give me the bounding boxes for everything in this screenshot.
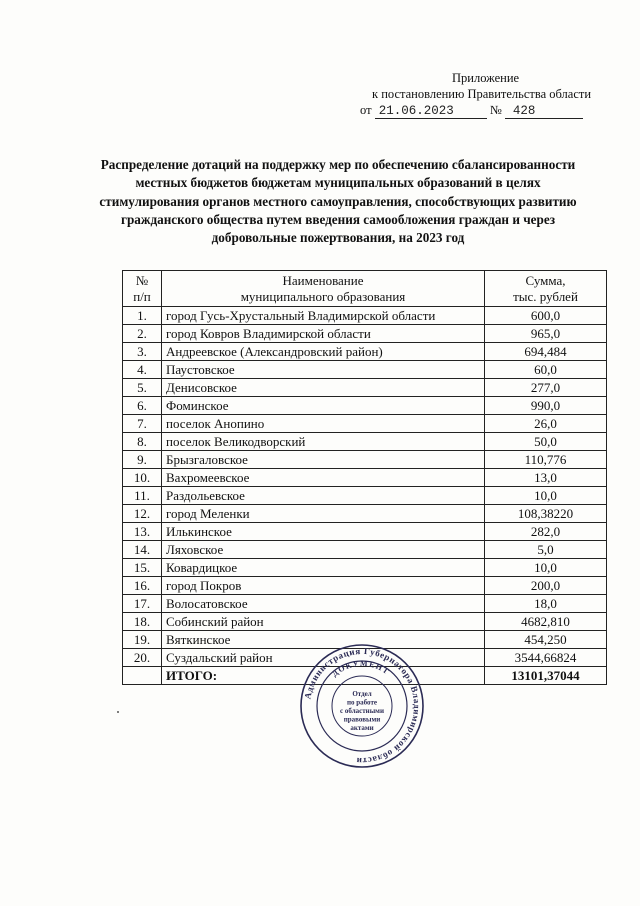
table-row	[123, 541, 607, 559]
row-name: Илькинское	[162, 523, 485, 541]
row-num: 4.	[123, 361, 162, 379]
table-row	[123, 307, 607, 325]
annex-block	[360, 70, 600, 119]
row-num: 10.	[123, 469, 162, 487]
row-name: поселок Анопино	[162, 415, 485, 433]
table-row	[123, 433, 607, 451]
row-sum: 50,0	[485, 433, 607, 451]
header-sum	[485, 271, 607, 307]
row-name: поселок Великодворский	[162, 433, 485, 451]
header-name-line2: муниципального образования	[240, 288, 406, 304]
official-stamp	[298, 642, 426, 770]
row-num: 12.	[123, 505, 162, 523]
header-name	[162, 271, 485, 307]
row-name: город Меленки	[162, 505, 485, 523]
stamp-center	[340, 690, 384, 732]
row-name: Вяткинское	[162, 631, 485, 649]
row-sum: 200,0	[485, 577, 607, 595]
row-name: Ковардицкое	[162, 559, 485, 577]
row-num: 17.	[123, 595, 162, 613]
row-num: 2.	[123, 325, 162, 343]
row-sum: 965,0	[485, 325, 607, 343]
annex-date: 21.06.2023	[375, 104, 487, 119]
table-row	[123, 613, 607, 631]
stamp-center-line: Отдел	[352, 690, 372, 698]
row-sum: 282,0	[485, 523, 607, 541]
stray-mark	[117, 711, 119, 713]
row-num: 6.	[123, 397, 162, 415]
header-num-line2: п/п	[133, 288, 151, 304]
row-num: 9.	[123, 451, 162, 469]
row-num: 13.	[123, 523, 162, 541]
row-name: Денисовское	[162, 379, 485, 397]
row-name: Ляховское	[162, 541, 485, 559]
row-name: город Покров	[162, 577, 485, 595]
row-sum: 600,0	[485, 307, 607, 325]
table-row	[123, 415, 607, 433]
row-num: 8.	[123, 433, 162, 451]
row-num: 5.	[123, 379, 162, 397]
annex-date-number	[360, 102, 600, 119]
row-name: Раздольевское	[162, 487, 485, 505]
header-num-line1: №	[135, 272, 149, 288]
row-num: 18.	[123, 613, 162, 631]
row-sum: 18,0	[485, 595, 607, 613]
total-num-cell	[123, 667, 162, 685]
table-row	[123, 523, 607, 541]
row-name: Фоминское	[162, 397, 485, 415]
document-title: Распределение дотаций на поддержку мер по обеспечению сбалансированности местных бюджетов бюджетам муниципальных образований в целях стимулирования органов местного самоуправления, способствующих развитию гражданского общества путем введения самообложения граждан и через добровольные пожертвования, на 2023 год	[99, 157, 577, 246]
table-row	[123, 397, 607, 415]
distribution-table	[122, 270, 607, 685]
stamp-center-line: с областными	[340, 707, 384, 715]
number-prefix: №	[489, 103, 502, 117]
row-name: Вахромеевское	[162, 469, 485, 487]
row-name: Суздальский район	[162, 649, 485, 667]
row-name: Волосатовское	[162, 595, 485, 613]
row-num: 7.	[123, 415, 162, 433]
table-row	[123, 451, 607, 469]
table-row	[123, 559, 607, 577]
row-num: 1.	[123, 307, 162, 325]
stamp-center-line: по работе	[346, 698, 378, 707]
row-name: город Гусь-Хрустальный Владимирской области	[162, 307, 485, 325]
total-label: ИТОГО:	[162, 667, 485, 685]
row-name: Андреевское (Александровский район)	[162, 343, 485, 361]
date-prefix: от	[360, 103, 372, 117]
row-name: Паустовское	[162, 361, 485, 379]
header-sum-line1: Сумма,	[525, 272, 566, 288]
row-sum: 108,38220	[485, 505, 607, 523]
row-num: 16.	[123, 577, 162, 595]
row-num: 14.	[123, 541, 162, 559]
table-row	[123, 577, 607, 595]
row-sum: 110,776	[485, 451, 607, 469]
annex-title: Приложение	[452, 71, 520, 85]
table-row	[123, 325, 607, 343]
row-num: 11.	[123, 487, 162, 505]
row-sum: 10,0	[485, 487, 607, 505]
table-header-row	[123, 271, 607, 307]
row-sum: 4682,810	[485, 613, 607, 631]
table-row	[123, 505, 607, 523]
row-sum: 5,0	[485, 541, 607, 559]
row-name: Брызгаловское	[162, 451, 485, 469]
header-sum-line2: тыс. рублей	[513, 288, 578, 304]
row-num: 20.	[123, 649, 162, 667]
annex-reference: к постановлению Правительства области	[372, 87, 592, 101]
table-row	[123, 361, 607, 379]
row-sum: 3544,66824	[485, 649, 607, 667]
table-row	[123, 595, 607, 613]
table-row	[123, 469, 607, 487]
total-sum: 13101,37044	[485, 667, 607, 685]
row-sum: 10,0	[485, 559, 607, 577]
header-num	[123, 271, 162, 307]
row-num: 19.	[123, 631, 162, 649]
row-name: город Ковров Владимирской области	[162, 325, 485, 343]
stamp-inner-text: ДОКУМЕНТ	[330, 658, 392, 679]
stamp-center-line: правовыми	[343, 715, 381, 724]
header-name-line1: Наименование	[282, 272, 364, 288]
table-row	[123, 343, 607, 361]
annex-number: 428	[505, 104, 583, 119]
row-num: 3.	[123, 343, 162, 361]
row-sum: 60,0	[485, 361, 607, 379]
row-name: Собинский район	[162, 613, 485, 631]
table-row	[123, 487, 607, 505]
table-body	[123, 307, 607, 685]
row-sum: 694,484	[485, 343, 607, 361]
row-sum: 990,0	[485, 397, 607, 415]
stamp-outer-text: Администрация Губернатора Владимирской области	[302, 645, 423, 767]
row-sum: 454,250	[485, 631, 607, 649]
row-sum: 277,0	[485, 379, 607, 397]
row-sum: 26,0	[485, 415, 607, 433]
stamp-center-line: актами	[350, 724, 374, 732]
table-row	[123, 379, 607, 397]
row-sum: 13,0	[485, 469, 607, 487]
row-num: 15.	[123, 559, 162, 577]
